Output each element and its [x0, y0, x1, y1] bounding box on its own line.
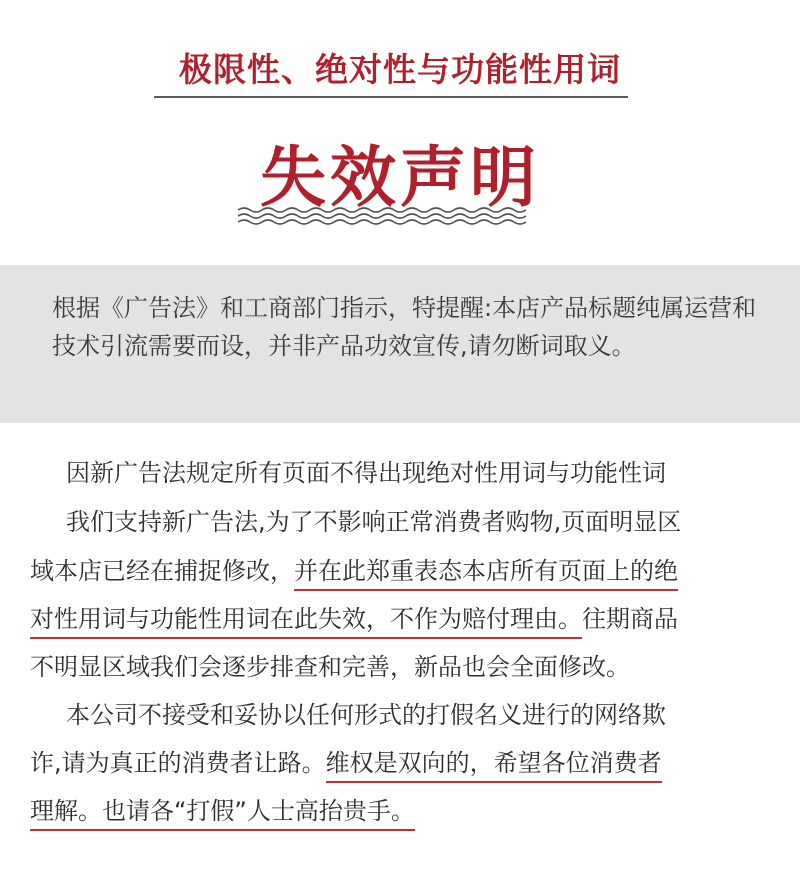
underlined-statement: 并在此郑重表态本店所有页面上的绝 [294, 557, 678, 591]
body-line-1: 因新广告法规定所有页面不得出现绝对性用词与功能性词 [66, 459, 666, 487]
body-line-3 [30, 554, 678, 588]
body-line-4 [30, 602, 678, 636]
body-line-4-text: 往期商品 [582, 605, 678, 633]
body-line-6: 本公司不接受和妥协以任何形式的打假名义进行的网络欺 [66, 701, 666, 729]
underlined-statement: 维权是双向的，希望各位消费者 [326, 749, 662, 783]
page-title: 失效声明 [260, 139, 540, 216]
underlined-statement: 对性用词与功能性用词在此失效，不作为赔付理由。 [30, 605, 582, 639]
body-line-2: 我们支持新广告法,为了不影响正常消费者购物,页面明显区 [66, 508, 682, 536]
subtitle-divider [154, 96, 628, 98]
body-line-3-text: 域本店已经在捕捉修改， [30, 557, 294, 585]
underlined-statement: 理解。也请各“打假”人士高抬贵手。 [30, 797, 415, 831]
wave-ornament [238, 206, 528, 226]
body-line-7 [30, 746, 662, 780]
body-line-8 [30, 794, 415, 828]
notice-box [0, 265, 800, 423]
subtitle: 极限性、绝对性与功能性用词 [179, 50, 621, 89]
body-line-7-text: 诈,请为真正的消费者让路。 [30, 749, 326, 777]
body-line-5: 不明显区域我们会逐步排查和完善，新品也会全面修改。 [30, 653, 630, 681]
notice-text: 根据《广告法》和工商部门指示，特提醒:本店产品标题纯属运营和技术引流需要而设，并非产品功效宣传,请勿断词取义。 [52, 294, 757, 360]
